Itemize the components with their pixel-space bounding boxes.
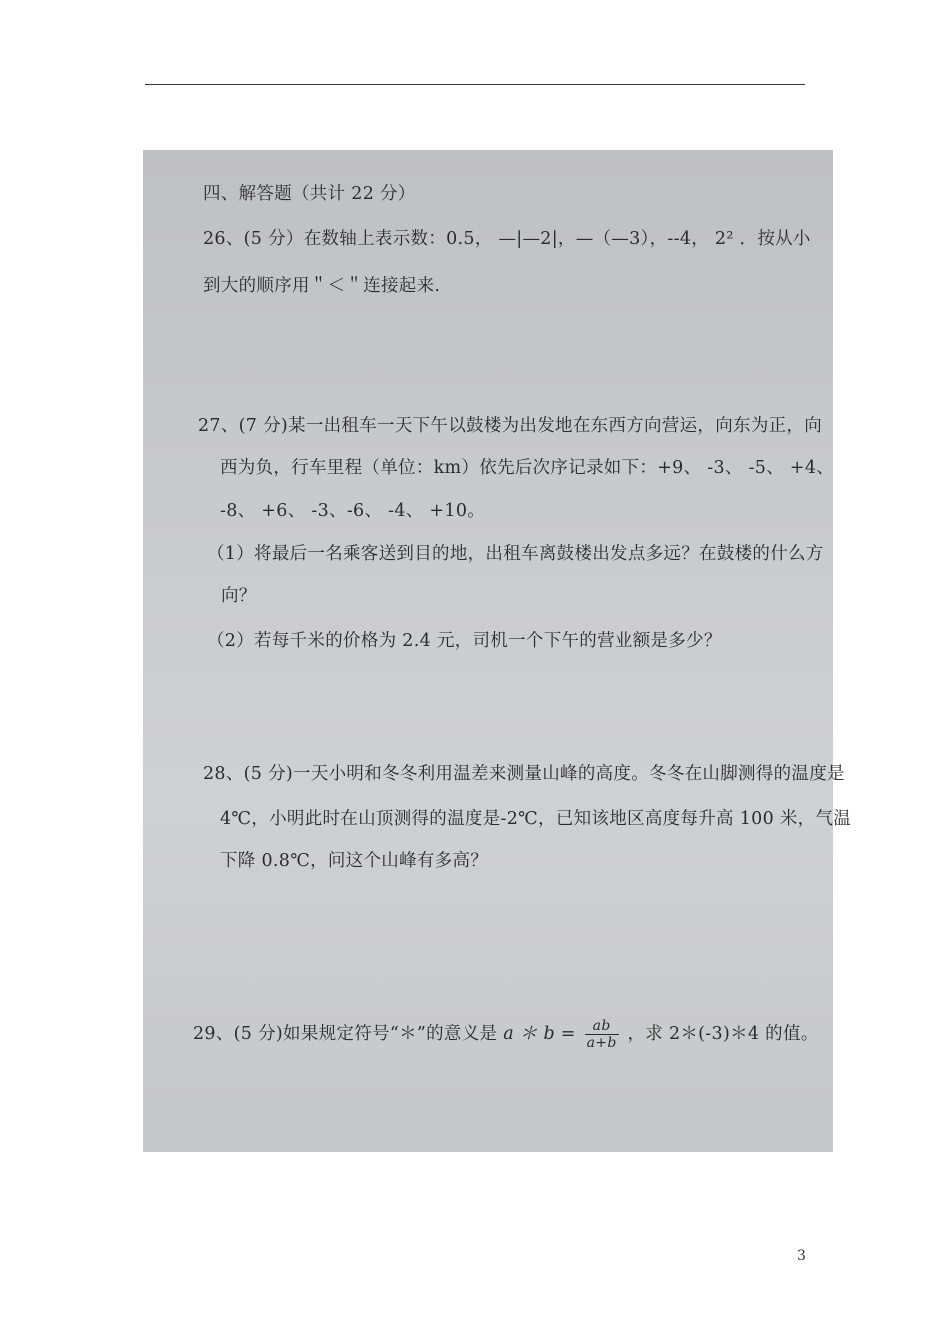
q28-line-1: 28、(5 分)一天小明和冬冬利用温差来测量山峰的高度。冬冬在山脚测得的温度是: [203, 764, 845, 784]
q26-line-1: 26、(5 分）在数轴上表示数：0.5， —|—2|，—（—3），--4， 2² ．按从小: [203, 229, 811, 249]
q29-fraction: [585, 1018, 619, 1051]
q29-formula-lhs: a ＊ b =: [503, 1024, 576, 1044]
section-title: 四、解答题（共计 22 分）: [203, 184, 416, 204]
q27-line-1: 27、(7 分)某一出租车一天下午以鼓楼为出发地在东西方向营运，向东为正，向: [198, 416, 823, 436]
page-number: 3: [797, 1248, 806, 1264]
q28-line-2: 4℃，小明此时在山顶测得的温度是-2℃，已知该地区高度每升高 100 米，气温: [220, 809, 852, 829]
q28-line-3: 下降 0.8℃，问这个山峰有多高？: [220, 851, 489, 871]
q29-prefix: 29、(5 分)如果规定符号“＊”的意义是: [193, 1024, 498, 1044]
q29-fraction-denominator: a+b: [586, 1035, 617, 1051]
q27-sub1-line-2: 向？: [221, 586, 257, 606]
q27-sub1-line-1: （1）将最后一名乘客送到目的地，出租车离鼓楼出发点多远？在鼓楼的什么方: [207, 544, 824, 564]
scanned-page: [143, 150, 852, 1152]
q26-line-2: 到大的顺序用＂＜＂连接起来.: [203, 276, 441, 296]
header-rule: [145, 84, 805, 85]
q29-line: [193, 1018, 819, 1051]
q29-suffix: ，求 2＊(-3)＊4 的值。: [627, 1024, 819, 1044]
q29-fraction-numerator: ab: [585, 1018, 619, 1035]
q27-line-3: -8、 +6、 -3、-6、 -4、 +10。: [220, 501, 486, 521]
q27-sub2: （2）若每千米的价格为 2.4 元，司机一个下午的营业额是多少？: [207, 631, 722, 651]
q27-line-2: 西为负，行车里程（单位：km）依先后次序记录如下：+9、 -3、 -5、 +4、: [220, 458, 835, 478]
